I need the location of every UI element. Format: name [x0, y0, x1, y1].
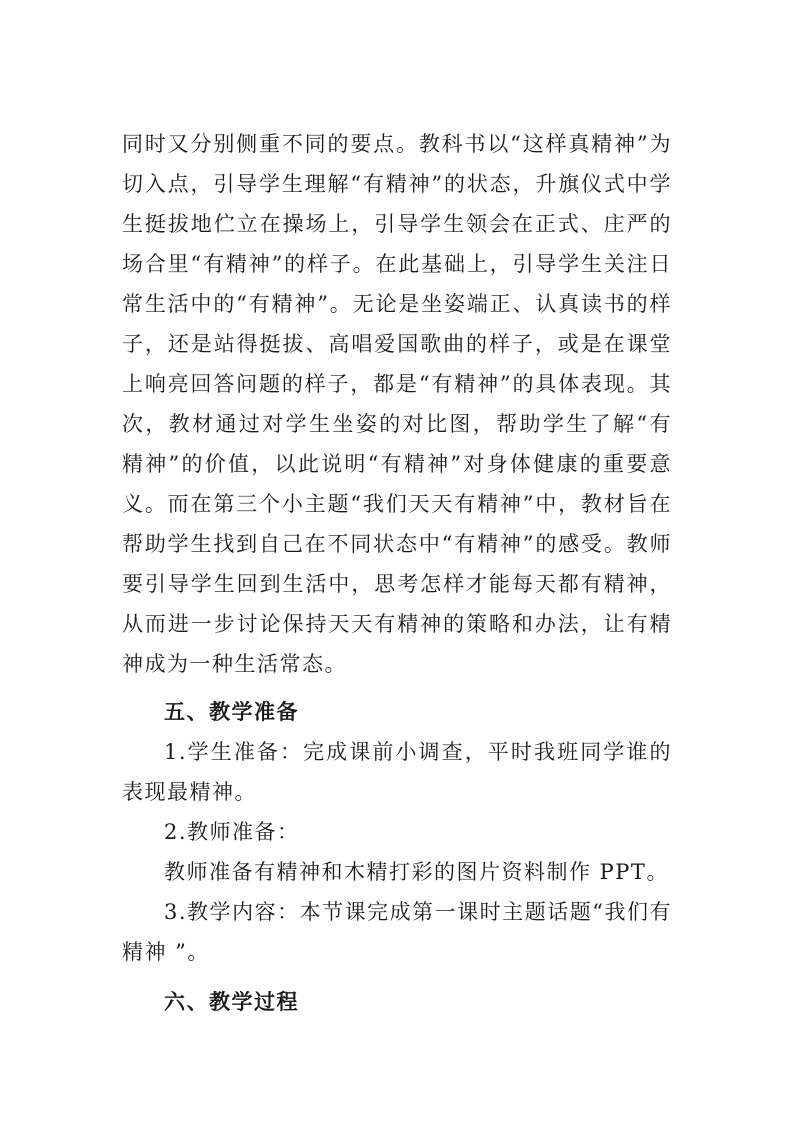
section-heading-teaching-preparation: 五、教学准备 [164, 699, 299, 724]
preparation-item-teacher: 2.教师准备： [164, 820, 300, 844]
preparation-item-students: 1.学生准备：完成课前小调查，平时我班同学谁的表现最精神。 [122, 740, 672, 804]
body-paragraph: 同时又分别侧重不同的要点。教科书以“这样真精神”为切入点，引导学生理解“有精神”的状态，升旗仪式中学生挺拔地伫立在操场上，引导学生领会在正式、庄严的场合里“有精神”的样子。在此基础上，引导学生关注日常生活中的“有精神”。无论是坐姿端正、认真读书的样子，还是站得挺拔、高唱爱国歌曲的样子，或是在课堂上响亮回答问题的样子，都是“有精神”的具体表现。其次，教材通过对学生坐姿的对比图，帮助学生了解“有精神”的价值，以此说明“有精神”对身体健康的重要意义。而在第三个小主题“我们天天有精神”中，教材旨在帮助学生找到自己在不同状态中“有精神”的感受。教师要引导学生回到生活中，思考怎样才能每天都有精神，从而进一步讨论保持天天有精神的策略和办法，让有精神成为一种生活常态。 [122, 132, 672, 676]
page-content [122, 124, 672, 1022]
preparation-item-teacher-detail: 教师准备有精神和木精打彩的图片资料制作 PPT。 [164, 860, 669, 884]
preparation-item-content: 3.教学内容：本节课完成第一课时主题话题“我们有精神 ”。 [122, 900, 672, 964]
section-heading-teaching-process: 六、教学过程 [164, 989, 299, 1014]
